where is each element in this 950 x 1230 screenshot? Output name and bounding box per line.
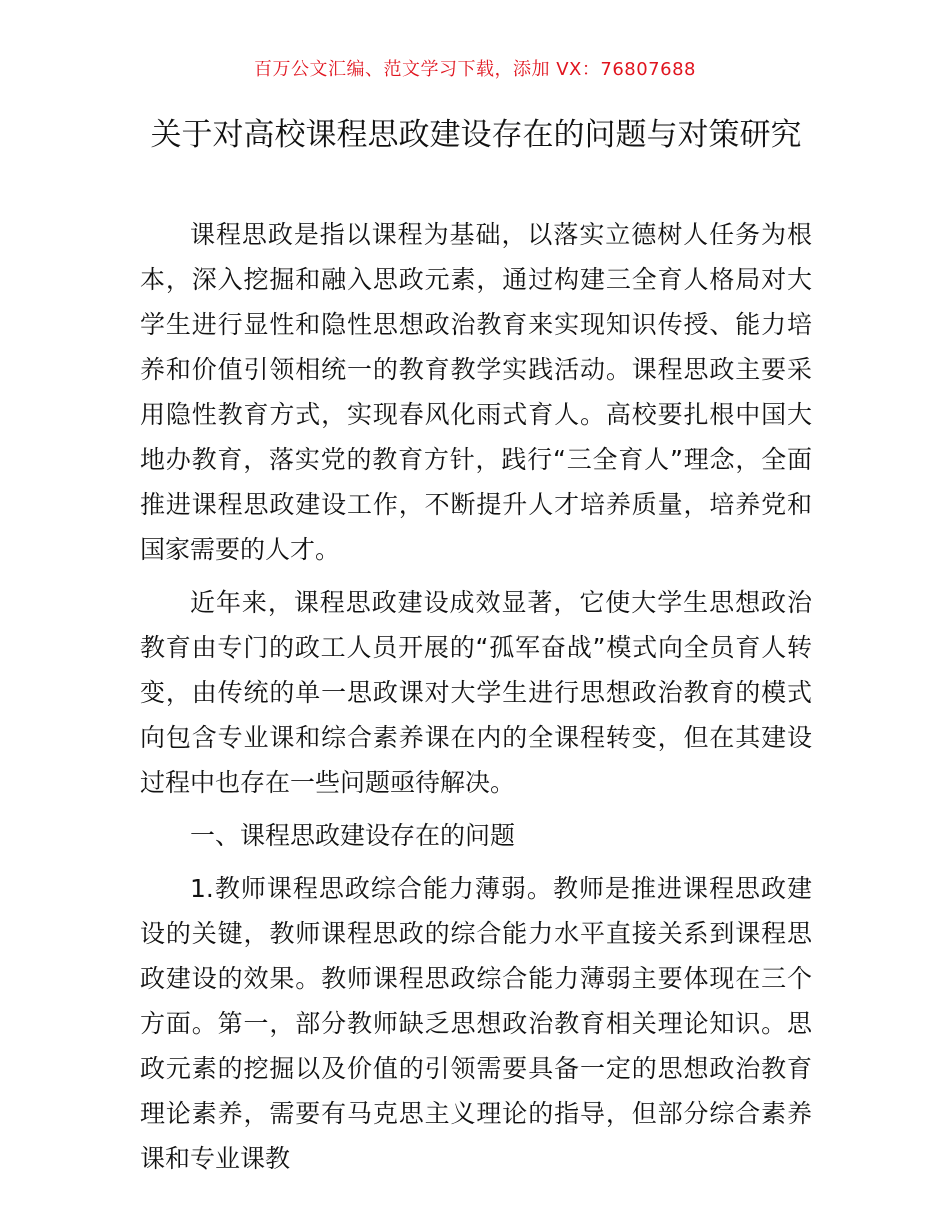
document-body: [140, 212, 812, 1189]
watermark-banner: 百万公文汇编、范文学习下载，添加 VX：76807688: [254, 59, 696, 80]
paragraph-intro: 课程思政是指以课程为基础，以落实立德树人任务为根本，深入挖掘和融入思政元素，通过构建三全育人格局对大学生进行显性和隐性思想政治教育来实现知识传授、能力培养和价值引领相统一的教育教学实践活动。课程思政主要采用隐性教育方式，实现春风化雨式育人。高校要扎根中国大地办教育，落实党的教育方针，践行“三全育人”理念，全面推进课程思政建设工作，不断提升人才培养质量，培养党和国家需要的人才。: [140, 220, 812, 564]
document-title: 关于对高校课程思政建设存在的问题与对策研究: [150, 117, 802, 153]
section-heading: 一、课程思政建设存在的问题: [190, 821, 516, 850]
paragraph-problem-1: 1.教师课程思政综合能力薄弱。教师是推进课程思政建设的关键，教师课程思政的综合能力水平直接关系到课程思政建设的效果。教师课程思政综合能力薄弱主要体现在三个方面。第一，部分教师缺乏思想政治教育相关理论知识。思政元素的挖掘以及价值的引领需要具备一定的思想政治教育理论素养，需要有马克思主义理论的指导，但部分综合素养课和专业课教: [140, 874, 812, 1173]
paragraph-background: 近年来，课程思政建设成效显著，它使大学生思想政治教育由专门的政工人员开展的“孤军奋战”模式向全员育人转变，由传统的单一思政课对大学生进行思想政治教育的模式向包含专业课和综合素养课在内的全课程转变，但在其建设过程中也存在一些问题亟待解决。: [140, 588, 812, 797]
